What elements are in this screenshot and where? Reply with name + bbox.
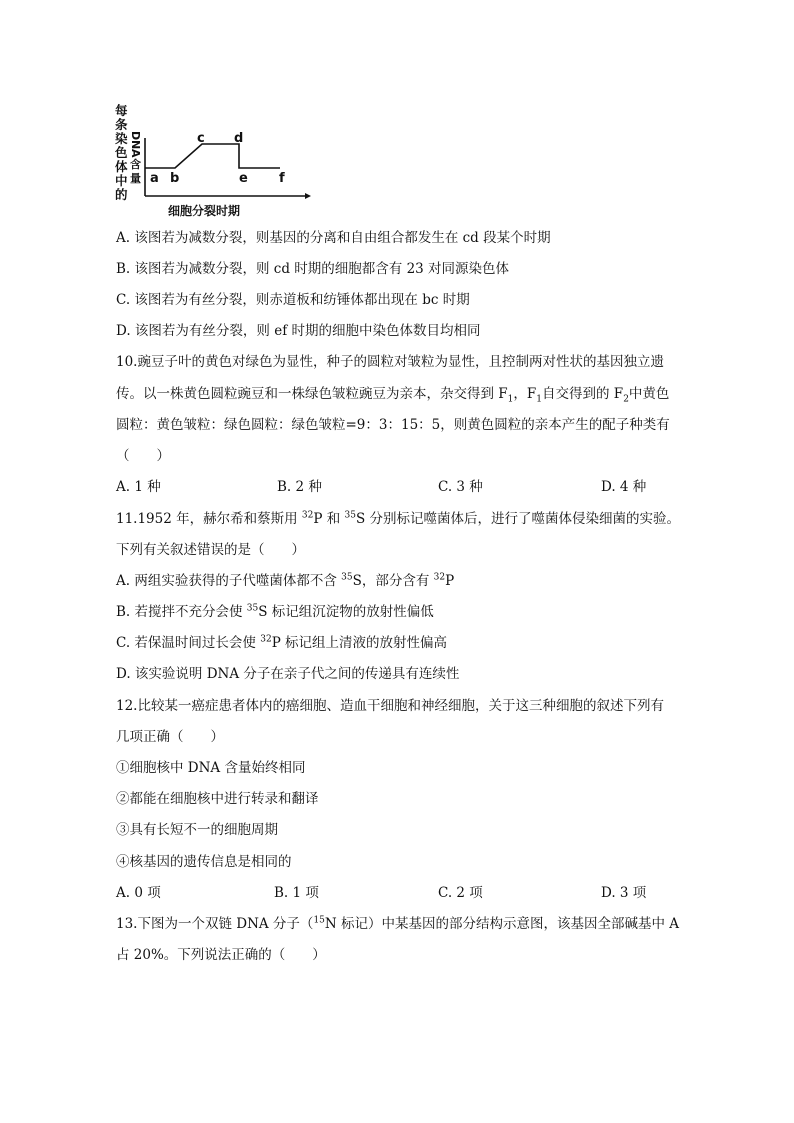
q12-stem-line2: 几项正确（ ） xyxy=(116,729,224,745)
q11-stem-line2: 下列有关叙述错误的是（ ） xyxy=(116,542,305,558)
q11-option-a xyxy=(116,571,454,591)
q12-option-b: B. 1 项 xyxy=(274,885,319,901)
text-run: ，F xyxy=(513,386,537,402)
q10-stem-line1: 10.豌豆子叶的黄色对绿色为显性，种子的圆粒对皱粒为显性，且控制两对性状的基因独立遗 xyxy=(116,354,664,370)
point-label-f: f xyxy=(279,171,285,186)
text-run: S 分别标记噬菌体后，进行了噬菌体侵染细菌的实验。 xyxy=(356,511,681,527)
superscript: 35 xyxy=(246,603,259,614)
text-run: 传。以一株黄色圆粒豌豆和一株绿色皱粒豌豆为亲本，杂交得到 F xyxy=(116,386,508,402)
text-run: 11.1952 年，赫尔希和蔡斯用 xyxy=(116,511,302,527)
y-label-char: 量 xyxy=(130,172,141,185)
y-label-char: 染 xyxy=(115,131,128,146)
q13-stem-line1 xyxy=(116,914,679,934)
subscript: 1 xyxy=(507,394,514,405)
text-run: 13.下图为一个双链 DNA 分子（ xyxy=(116,916,314,932)
y-label-char: D xyxy=(129,131,142,141)
q11-option-b xyxy=(116,602,434,622)
dna-curve xyxy=(145,144,280,168)
q10-answer-paren: （ ） xyxy=(116,448,170,464)
q10-option-a: A. 1 种 xyxy=(116,479,161,495)
text-run: C. 若保温时间过长会使 xyxy=(116,635,261,651)
point-label-a: a xyxy=(150,171,159,186)
text-run: P 和 xyxy=(313,511,345,527)
q12-option-d: D. 3 项 xyxy=(601,885,647,901)
q10-stem-line2 xyxy=(116,384,669,404)
y-label-char: 中 xyxy=(115,173,128,188)
q10-option-b: B. 2 种 xyxy=(277,479,322,495)
q13-stem-line2: 占 20%。下列说法正确的（ ） xyxy=(116,947,326,963)
x-axis-label: 细胞分裂时期 xyxy=(168,204,241,218)
q10-stem-line3: 圆粒：黄色皱粒：绿色圆粒：绿色皱粒=9：3：15：5，则黄色圆粒的亲本产生的配子种类有 xyxy=(116,417,670,433)
text-run: S 标记组沉淀物的放射性偏低 xyxy=(258,604,434,620)
y-label-char: 的 xyxy=(115,187,128,202)
text-run: A. 两组实验获得的子代噬菌体都不含 xyxy=(116,573,342,589)
q10-option-d: D. 4 种 xyxy=(601,479,647,495)
text-run: N 标记）中某基因的部分结构示意图，该基因全部碱基中 A xyxy=(324,916,680,932)
q9-option-c: C. 该图若为有丝分裂，则赤道板和纺锤体都出现在 bc 时期 xyxy=(116,292,470,308)
superscript: 32 xyxy=(433,572,446,583)
subscript: 2 xyxy=(623,394,629,405)
q11-option-d: D. 该实验说明 DNA 分子在亲子代之间的传递具有连续性 xyxy=(116,666,460,682)
y-label-char: 含 xyxy=(130,158,141,171)
x-axis-arrow xyxy=(305,193,311,199)
dna-content-graph xyxy=(112,98,312,223)
q9-option-a: A. 该图若为减数分裂，则基因的分离和自由组合都发生在 cd 段某个时期 xyxy=(116,230,551,246)
point-label-e: e xyxy=(239,171,248,186)
superscript: 32 xyxy=(301,510,314,521)
y-label-char: 色 xyxy=(115,145,128,160)
q12-item-3: ③具有长短不一的细胞周期 xyxy=(116,822,278,838)
q11-option-c xyxy=(116,633,447,653)
q9-option-d: D. 该图若为有丝分裂，则 ef 时期的细胞中染色体数目均相同 xyxy=(116,323,481,339)
q12-item-1: ①细胞核中 DNA 含量始终相同 xyxy=(116,760,306,776)
q12-item-2: ②都能在细胞核中进行转录和翻译 xyxy=(116,791,319,807)
y-label-char: 条 xyxy=(115,117,128,132)
q12-item-4: ④核基因的遗传信息是相同的 xyxy=(116,854,292,870)
point-label-b: b xyxy=(170,171,180,186)
point-label-c: c xyxy=(197,131,205,146)
subscript: 1 xyxy=(536,394,543,405)
y-label-char: A xyxy=(129,149,142,158)
superscript: 32 xyxy=(260,634,272,645)
q9-option-b: B. 该图若为减数分裂，则 cd 时期的细胞都含有 23 对同源染色体 xyxy=(116,261,510,277)
text-run: 自交得到的 F xyxy=(542,386,624,402)
q10-option-c: C. 3 种 xyxy=(438,479,483,495)
q11-stem-line1 xyxy=(116,509,680,529)
text-run: B. 若搅拌不充分会使 xyxy=(116,604,247,620)
text-run: P 标记组上清液的放射性偏高 xyxy=(271,635,448,651)
y-label-char: 体 xyxy=(115,159,128,174)
y-label-char: N xyxy=(129,140,142,150)
text-run: 中黄色 xyxy=(628,386,670,402)
superscript: 15 xyxy=(313,915,325,926)
text-run: P xyxy=(445,573,455,589)
q12-option-c: C. 2 项 xyxy=(438,885,483,901)
q12-option-a: A. 0 项 xyxy=(116,885,161,901)
q12-stem-line1: 12.比较某一癌症患者体内的癌细胞、造血干细胞和神经细胞，关于这三种细胞的叙述下列有 xyxy=(116,698,664,714)
superscript: 35 xyxy=(341,572,353,583)
text-run: S，部分含有 xyxy=(352,573,434,589)
point-label-d: d xyxy=(234,131,244,146)
y-label-char: 每 xyxy=(115,103,128,118)
superscript: 35 xyxy=(344,510,356,521)
